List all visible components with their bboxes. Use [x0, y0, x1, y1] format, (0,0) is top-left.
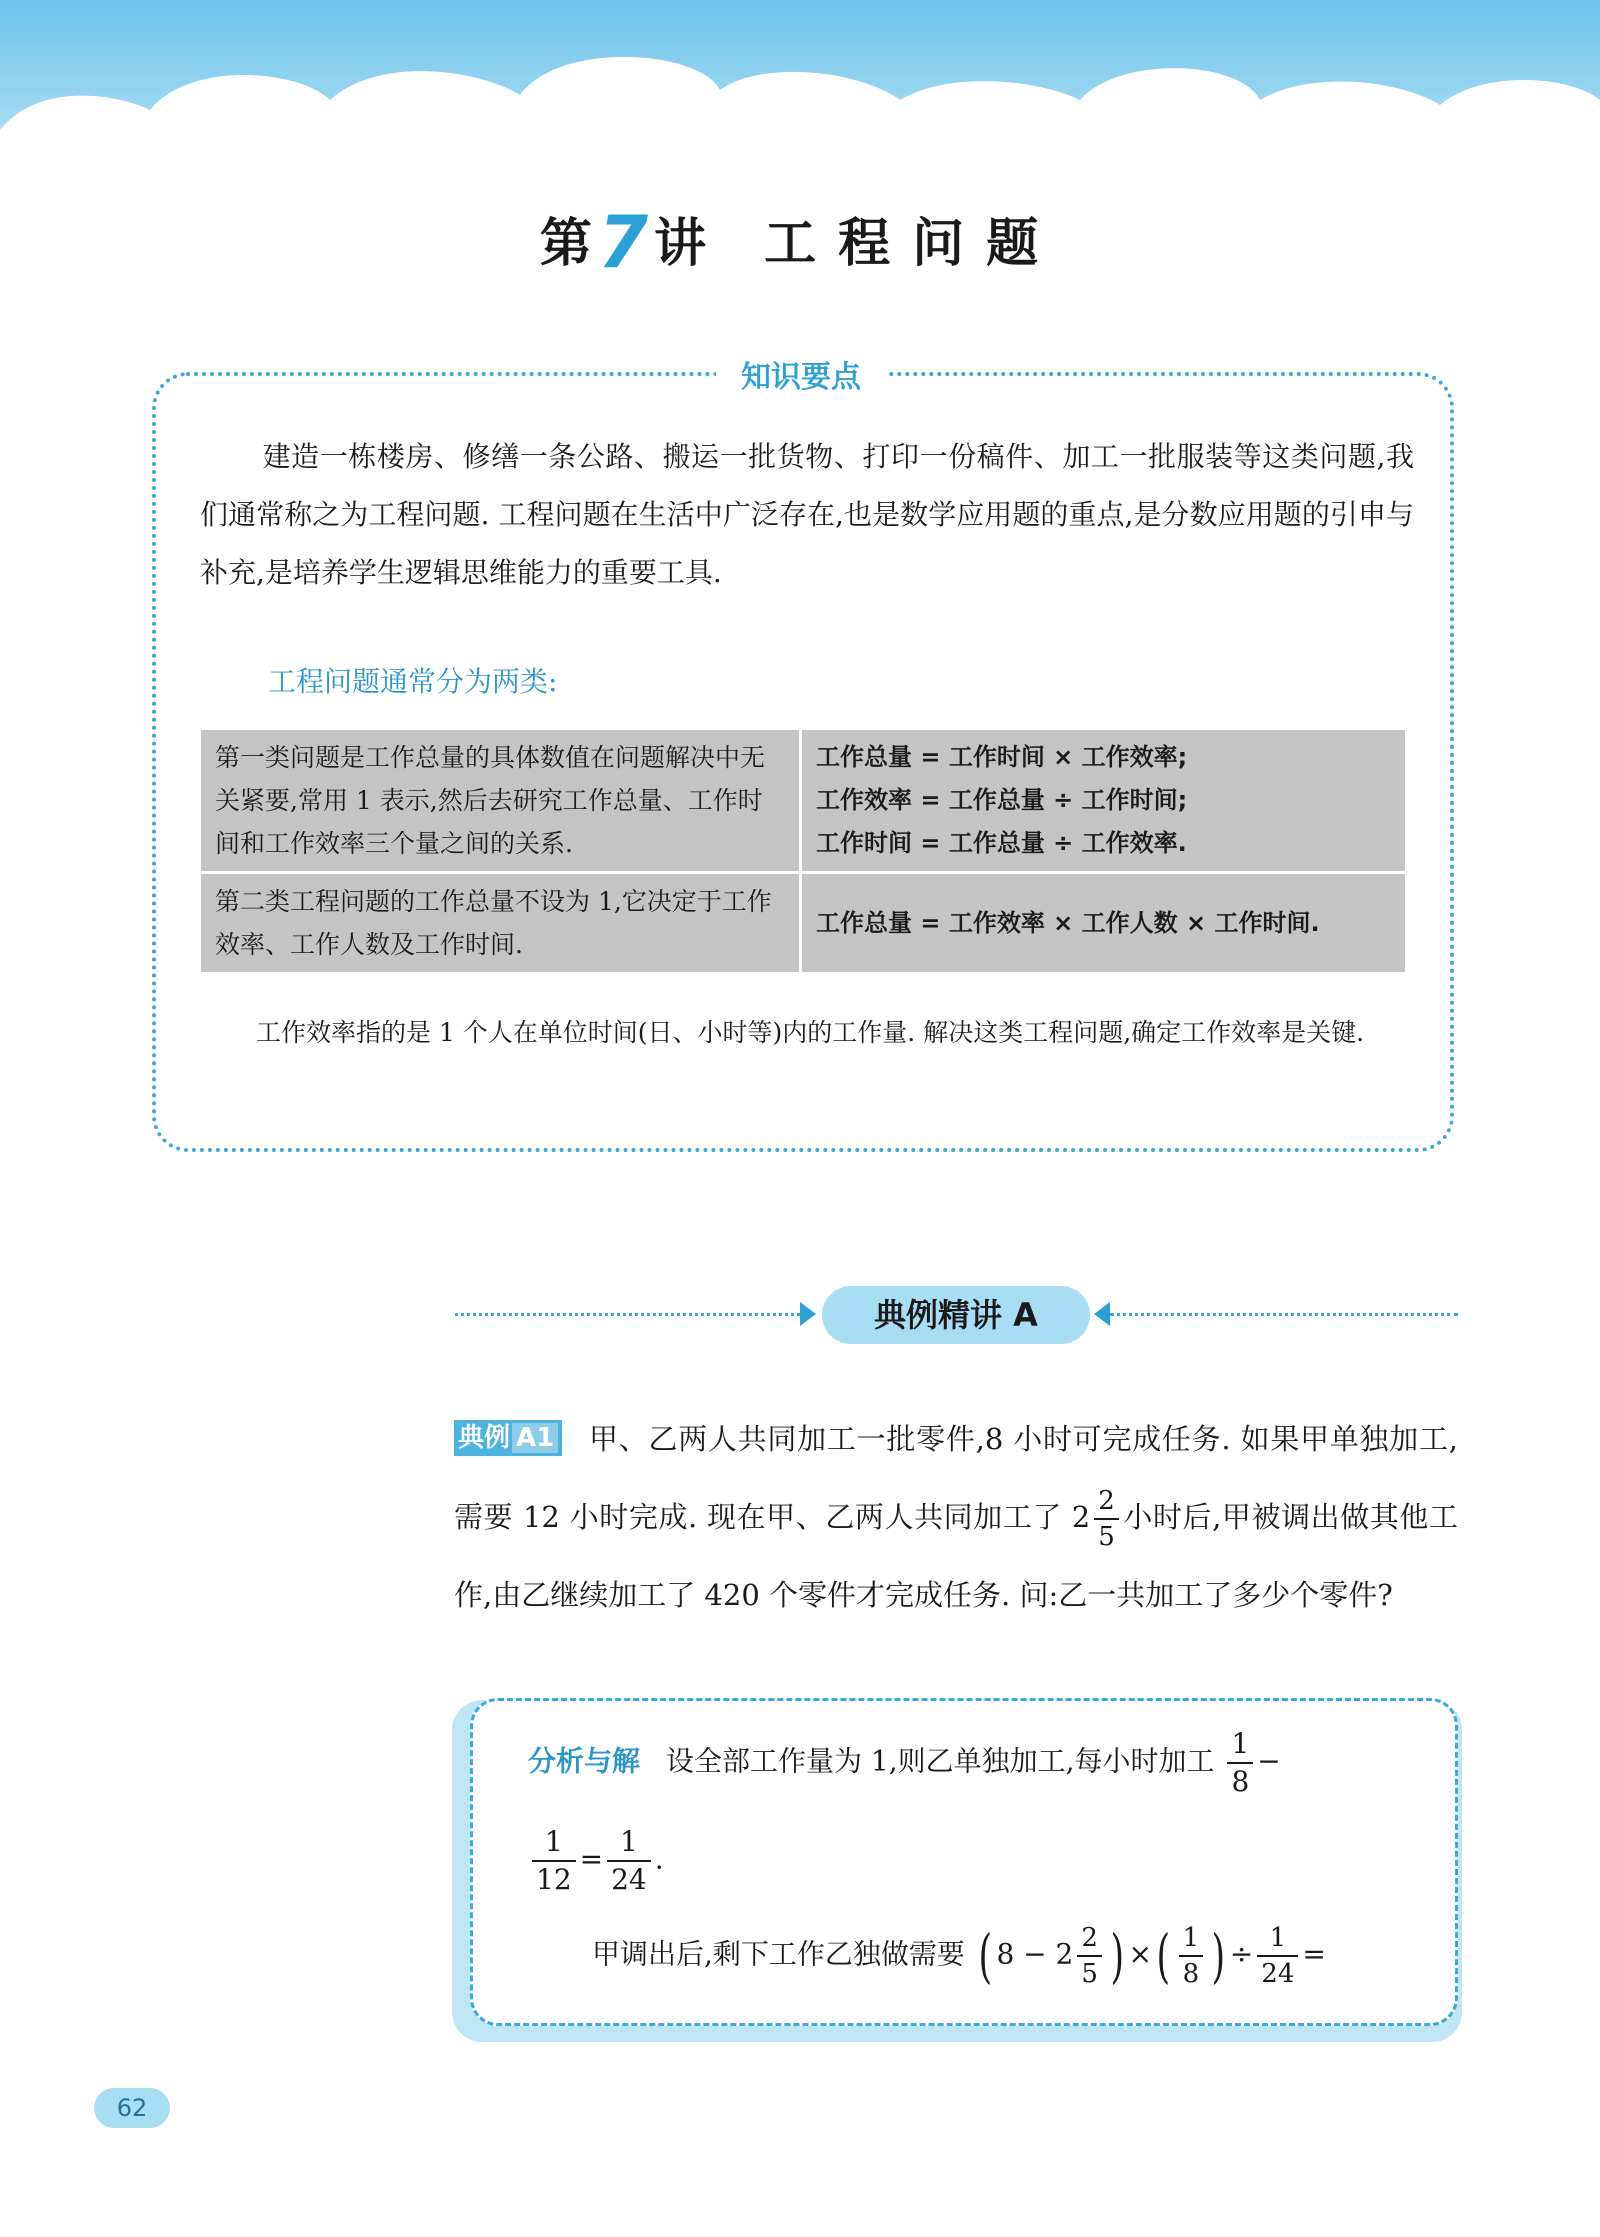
- fraction-numerator: 2: [1077, 1925, 1102, 1957]
- banner-divider-left: [455, 1313, 800, 1316]
- solution-line-1: [528, 1727, 1408, 1798]
- fraction-numerator: 1: [1179, 1925, 1204, 1957]
- fraction-numerator: 2: [1094, 1488, 1119, 1520]
- title-suffix: 讲: [654, 213, 709, 274]
- table-cell-desc: 第一类问题是工作总量的具体数值在问题解决中无关紧要,常用 1 表示,然后去研究工作总量、工作时间和工作效率三个量之间的关系.: [200, 729, 801, 873]
- table-cell-formulas: [801, 729, 1407, 873]
- fraction-numerator: 1: [1227, 1730, 1253, 1764]
- banner-arrow-left-icon: [800, 1302, 816, 1326]
- example-badge: [454, 1420, 562, 1456]
- fraction-numerator: 1: [532, 1828, 576, 1862]
- minus-sign: −: [1257, 1744, 1281, 1778]
- knowledge-paragraph-text: 建造一栋楼房、修缮一条公路、搬运一批货物、打印一份稿件、加工一批服装等这类问题,我们通常称之为工程问题. 工程问题在生活中广泛存在,也是数学应用题的重点,是分数应用题的引申与补充,是培养学生逻辑思维能力的重要工具.: [200, 440, 1414, 589]
- fraction: [1227, 1727, 1253, 1798]
- solution-text-3: 甲调出后,剩下工作乙独做需要: [592, 1937, 965, 1971]
- example-badge-id: A1: [512, 1423, 558, 1453]
- formula-line: 工作效率 = 工作总量 ÷ 工作时间;: [816, 786, 1188, 814]
- equals-sign: =: [1302, 1937, 1326, 1971]
- solution-line-2: [528, 1825, 664, 1896]
- lecture-title: [0, 200, 1600, 284]
- fraction-denominator: 8: [1231, 1765, 1250, 1798]
- times-sign: ×: [1128, 1937, 1152, 1971]
- divide-sign: ÷: [1229, 1937, 1254, 1971]
- knowledge-note: [200, 1010, 1414, 1056]
- formula-line: 工作时间 = 工作总量 ÷ 工作效率.: [816, 829, 1187, 857]
- fraction-denominator: 24: [1261, 1959, 1295, 1989]
- period: .: [654, 1842, 664, 1876]
- page-number: 62: [94, 2088, 170, 2128]
- lecture-number: 7: [597, 200, 651, 284]
- formula-line: 工作总量 = 工作效率 × 工作人数 × 工作时间.: [816, 908, 1320, 937]
- knowledge-note-text: 工作效率指的是 1 个人在单位时间(日、小时等)内的工作量. 解决这类工程问题,确定工作效率是关键.: [256, 1018, 1365, 1047]
- formula-line: 工作总量 = 工作时间 × 工作效率;: [816, 743, 1188, 771]
- solution-line-3: 甲调出后,剩下工作乙独做需要 ( 8 − 2 $\frac{2}{5}$ ) ×( $\frac{1}{8}$ ) ÷ $\frac{1}{24}$ =: [592, 1922, 1326, 1990]
- fraction: [1077, 1925, 1102, 1987]
- fraction: [1257, 1925, 1298, 1987]
- example-text-b: 小时后,甲被调出做其他工作,由乙继续加工了 420 个零件才完成任务. 问:乙一共加工了多少个零件?: [454, 1500, 1458, 1612]
- knowledge-paragraph: [200, 428, 1414, 602]
- solution-text-1: 设全部工作量为 1,则乙单独加工,每小时加工: [666, 1744, 1215, 1778]
- example-badge-label: 典例: [458, 1423, 511, 1453]
- fraction-numerator: 1: [607, 1828, 651, 1862]
- fraction: [607, 1825, 651, 1896]
- fraction-denominator: 5: [1081, 1959, 1098, 1989]
- table-row: [200, 729, 1407, 873]
- header-sky-clouds: [0, 0, 1600, 170]
- lecture-topic: 工程问题: [764, 213, 1061, 274]
- knowledge-heading: 知识要点: [716, 352, 886, 396]
- fraction: [532, 1825, 576, 1896]
- equals-sign: =: [579, 1842, 604, 1876]
- banner-arrow-right-icon: [1094, 1302, 1110, 1326]
- table-row: [200, 873, 1407, 974]
- example-text-a: 甲、乙两人共同加工一批零件,8 小时可完成任务. 如果甲单独加工,需要 12 小时完成. 现在甲、乙两人共同加工了 2: [454, 1422, 1458, 1534]
- fraction: [1179, 1925, 1204, 1987]
- table-cell-formulas: [801, 873, 1407, 974]
- formula-table: [198, 727, 1408, 975]
- fraction: [1094, 1488, 1119, 1550]
- expression-a: 8 − 2: [996, 1937, 1074, 1971]
- title-prefix: 第: [539, 213, 594, 274]
- fraction-denominator: 5: [1098, 1522, 1115, 1552]
- types-heading: 工程问题通常分为两类:: [268, 665, 558, 698]
- banner-divider-right: [1110, 1313, 1458, 1316]
- fraction-denominator: 12: [536, 1863, 572, 1896]
- fraction-denominator: 8: [1182, 1959, 1200, 1989]
- fraction-denominator: 24: [611, 1863, 647, 1896]
- solution-label: 分析与解: [528, 1744, 641, 1778]
- example-problem: [454, 1400, 1458, 1634]
- example-banner: 典例精讲 A: [822, 1286, 1090, 1344]
- fraction-numerator: 1: [1257, 1925, 1298, 1957]
- table-cell-desc: 第二类工程问题的工作总量不设为 1,它决定于工作效率、工作人数及工作时间.: [200, 873, 801, 974]
